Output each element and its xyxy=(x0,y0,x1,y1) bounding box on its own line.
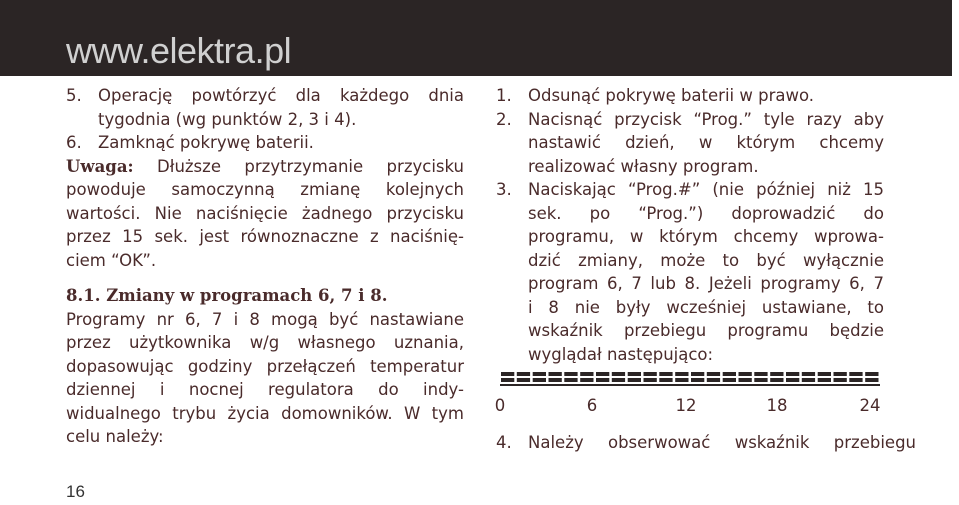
indicator-segment xyxy=(834,372,847,376)
indicator-segment xyxy=(865,378,878,382)
text-line: wartości. Nie naciśnięcie żadnego przycisku xyxy=(66,203,464,223)
list-item xyxy=(496,108,884,179)
right-column xyxy=(496,84,884,366)
text-line: przez 15 sek. jest równoznaczne z naciśnię- xyxy=(66,227,464,246)
indicator-segment xyxy=(675,378,688,382)
indicator-segment xyxy=(754,378,767,382)
indicator-segment xyxy=(739,372,752,376)
indicator-segment xyxy=(818,378,831,382)
text-line: sek. po “Prog.”) doprowadzić do xyxy=(528,203,884,223)
indicator-segment xyxy=(517,372,530,376)
text-line: przez użytkownika w/g własnego uznania, xyxy=(66,333,464,352)
indicator-segment xyxy=(580,372,593,376)
text-line: Programy nr 6, 7 i 8 mogą być nastawiane xyxy=(66,309,464,329)
indicator-segment xyxy=(754,372,767,376)
text-line: celu należy: xyxy=(66,427,164,446)
indicator-segment xyxy=(786,372,799,376)
note-text: Dłuższe przytrzymanie przycisku xyxy=(157,156,465,176)
indicator-tick: 24 xyxy=(859,396,881,415)
indicator-segment xyxy=(659,378,672,382)
indicator-segment xyxy=(659,372,672,376)
text-line: wskaźnik przebiegu programu będzie xyxy=(528,321,884,340)
text-line: dzić zmiany, może to być wyłącznie xyxy=(528,250,884,270)
indicator-tick: 6 xyxy=(586,396,598,415)
indicator-segment xyxy=(770,372,783,376)
indicator-segment xyxy=(628,378,641,382)
text-line: Odsunąć pokrywę baterii w prawo. xyxy=(528,86,815,105)
indicator-segment xyxy=(802,378,815,382)
indicator-segment xyxy=(786,378,799,382)
indicator-segment xyxy=(834,378,847,382)
item-number: 6. xyxy=(66,133,82,152)
text-line: tygodnia (wg punktów 2, 3 i 4). xyxy=(98,109,357,129)
item-number: 2. xyxy=(496,109,512,129)
list-item xyxy=(496,84,884,108)
site-url: www.elektra.pl xyxy=(66,30,292,71)
text-line: wyglądał następująco: xyxy=(528,344,714,364)
text-line: widualnego trybu życia domowników. W tym xyxy=(66,403,464,423)
indicator-segment xyxy=(675,372,688,376)
indicator-ticks xyxy=(496,396,884,416)
indicator-segment xyxy=(849,372,862,376)
list-item xyxy=(496,433,916,452)
list-item xyxy=(66,131,464,155)
text-line: i 8 nie były wcześniej ustawiane, to xyxy=(528,297,884,317)
indicator-segment xyxy=(723,378,736,382)
program-indicator xyxy=(496,366,884,426)
item-number: 4. xyxy=(496,433,512,452)
note-line xyxy=(66,155,464,179)
item-number: 3. xyxy=(496,180,512,199)
section-heading: 8.1. Zmiany w programach 6, 7 i 8. xyxy=(66,286,388,305)
indicator-segment xyxy=(501,378,514,382)
indicator-bars xyxy=(496,366,884,388)
indicator-segment xyxy=(517,378,530,382)
text-line: dziennej i nocnej regulatora do indy- xyxy=(66,380,464,399)
indicator-segment xyxy=(865,372,878,376)
indicator-segment xyxy=(802,372,815,376)
header-bar xyxy=(0,0,952,76)
indicator-segment xyxy=(707,372,720,376)
indicator-segment xyxy=(612,372,625,376)
text-line: programu, w którym chcemy wprowa- xyxy=(528,227,884,246)
indicator-segment xyxy=(580,378,593,382)
indicator-segment xyxy=(612,378,625,382)
indicator-segment xyxy=(707,378,720,382)
indicator-segment xyxy=(691,372,704,376)
indicator-segment xyxy=(849,378,862,382)
indicator-segment xyxy=(644,378,657,382)
indicator-tick: 18 xyxy=(766,396,788,415)
indicator-segment xyxy=(770,378,783,382)
indicator-segment xyxy=(596,372,609,376)
indicator-segment xyxy=(564,372,577,376)
indicator-baseline xyxy=(500,384,880,386)
text-line: Nacisnąć przycisk “Prog.” tyle razy aby xyxy=(528,109,884,129)
list-item xyxy=(66,84,464,131)
indicator-segment xyxy=(533,372,546,376)
text-line: powoduje samoczynną zmianę kolejnych xyxy=(66,180,464,199)
text-line: Zamknąć pokrywę baterii. xyxy=(98,133,314,152)
indicator-segment xyxy=(501,372,514,376)
note-label: Uwaga: xyxy=(66,156,134,176)
indicator-segment xyxy=(628,372,641,376)
indicator-segment xyxy=(564,378,577,382)
text-line: ciem “OK”. xyxy=(66,250,157,270)
indicator-tick: 0 xyxy=(494,396,506,415)
left-column xyxy=(66,84,464,449)
text-line: Operację powtórzyć dla każdego dnia xyxy=(98,86,464,105)
text-line: nastawić dzień, w którym chcemy xyxy=(528,133,884,152)
indicator-segment xyxy=(644,372,657,376)
indicator-tick: 12 xyxy=(675,396,697,415)
text-line: dopasowując godziny przełączeń temperatur xyxy=(66,356,464,376)
text-line: realizować własny program. xyxy=(528,156,759,176)
indicator-segment xyxy=(596,378,609,382)
list-item xyxy=(496,178,884,366)
indicator-segment xyxy=(533,378,546,382)
indicator-segment xyxy=(549,378,562,382)
item-number: 1. xyxy=(496,86,512,105)
text-line: Naciskając “Prog.#” (nie później niż 15 xyxy=(528,180,884,199)
indicator-segment xyxy=(739,378,752,382)
indicator-segment xyxy=(691,378,704,382)
page-number: 16 xyxy=(66,482,85,501)
indicator-segment xyxy=(818,372,831,376)
indicator-segment xyxy=(723,372,736,376)
text-line: program 6, 7 lub 8. Jeżeli programy 6, 7 xyxy=(528,274,884,293)
item-number: 5. xyxy=(66,86,82,105)
text-line: Należy obserwować wskaźnik przebiegu xyxy=(528,433,916,452)
indicator-segment xyxy=(549,372,562,376)
